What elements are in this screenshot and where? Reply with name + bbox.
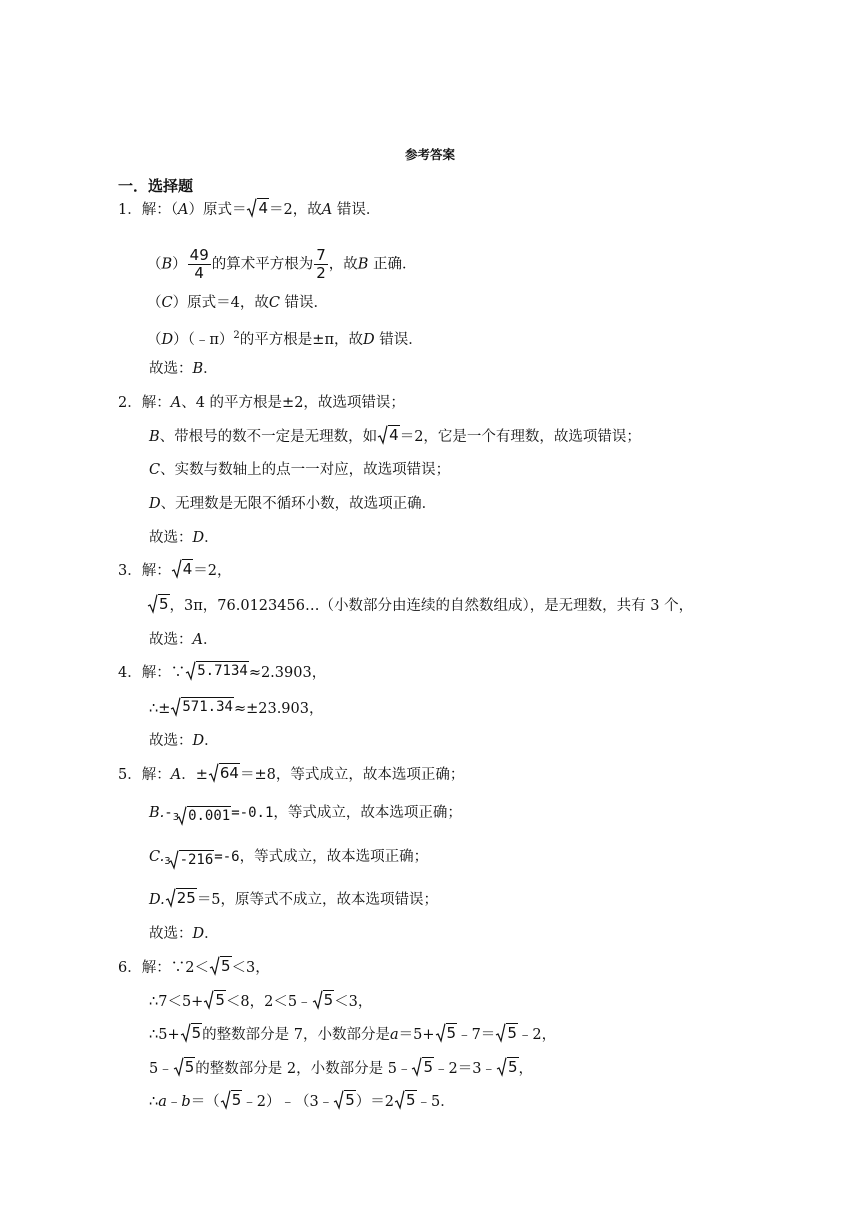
q1-line-4: （D）（﹣π）$^2$的平方根是±π，故D 错误． <box>147 330 423 348</box>
q1-number: 1． <box>118 202 142 218</box>
q6-line-5: ∴a﹣b＝（ 5 ﹣2）﹣（3﹣ 5 ）＝2 5 ﹣5． <box>149 1091 455 1110</box>
sqrt: 5 <box>495 1023 518 1042</box>
sqrt: 5 <box>435 1023 458 1042</box>
q4-number: 4． <box>118 665 142 681</box>
sqrt: 4 <box>246 198 269 217</box>
q6-line-4: 5﹣ 5 的整数部分是 2，小数部分是 5﹣ 5 ﹣2＝3﹣ 5 ， <box>149 1058 533 1077</box>
q1-line-1: 1．解：（A）原式＝ 4 ＝2，故A 错误． <box>118 199 381 218</box>
q2-number: 2． <box>118 395 142 411</box>
sqrt: 5 <box>203 990 226 1009</box>
sqrt: 5 <box>411 1057 434 1076</box>
fraction: $\frac{49}{4}$ <box>189 246 209 282</box>
q1-line-5: 故选：B． <box>149 361 218 377</box>
q5-line-1: 5．解：A．± 64 ＝±8，等式成立，故本选项正确； <box>118 764 465 783</box>
q6-line-3: ∴5+ 5 的整数部分是 7，小数部分是a＝5+ 5 ﹣7＝ 5 ﹣2， <box>149 1024 557 1043</box>
q2-line-4: D、无理数是无限不循环小数，故选项正确． <box>149 496 437 512</box>
q4-line-1: 4．解：∵ 5.7134 ≈2.3903， <box>118 663 327 681</box>
sqrt: 5 <box>173 1057 196 1076</box>
q2-line-3: C、实数与数轴上的点一一对应，故选项错误； <box>149 462 451 478</box>
q6-line-2: ∴7＜5+ 5 ＜8，2＜5﹣ 5 ＜3， <box>149 991 373 1010</box>
section-heading: 一．选择题 <box>118 177 194 195</box>
q3-line-1: 3．解： 4 ＝2， <box>118 560 232 579</box>
q3-line-2: 5 ，3π，76.0123456…（小数部分由连续的自然数组成），是无理数，共有 3 个， <box>147 594 693 618</box>
q1-line-2: （B） $\frac{49}{4}$ 的算术平方根为 $\frac{7}{2}$ ，故B 正确． <box>147 246 417 282</box>
sqrt: 5 <box>496 1057 519 1076</box>
sqrt: 5 <box>312 990 335 1009</box>
q4-line-2: ∴± 571.34 ≈±23.903， <box>149 699 324 717</box>
sqrt: 5 <box>209 956 232 975</box>
q5-line-4: D. 25 ＝5，原等式不成立，故本选项错误； <box>149 889 439 908</box>
q2-line-2: B、带根号的数不一定是无理数，如 4 ＝2，它是一个有理数，故选项错误； <box>149 426 641 445</box>
sqrt: 4 <box>171 559 194 578</box>
q3-number: 3． <box>118 563 142 579</box>
sqrt: 64 <box>208 763 240 782</box>
q2-line-1: 2．解：A、4 的平方根是±2，故选项错误； <box>118 395 405 411</box>
q5-line-2: B.- 3 0.001 =-0.1，等式成立，故本选项正确； <box>149 801 462 830</box>
sqrt: 5.7134 <box>185 661 249 680</box>
sqrt: 571.34 <box>170 697 234 716</box>
sqrt: 4 <box>377 425 400 444</box>
q5-line-5: 故选：D． <box>149 926 219 942</box>
cube-root: 3 0.001 <box>173 806 232 830</box>
q1-line-3: （C）原式＝4，故C 错误． <box>147 295 329 311</box>
fraction: $\frac{7}{2}$ <box>316 246 326 282</box>
q3-line-3: 故选：A． <box>149 632 218 648</box>
sqrt: 5 <box>180 1023 203 1042</box>
q5-line-3: C. 3 -216 =-6，等式成立，故本选项正确； <box>149 845 428 874</box>
cube-root: 3 -216 <box>164 850 214 874</box>
sqrt: 5 <box>394 1090 417 1109</box>
q6-number: 6． <box>118 960 142 976</box>
q6-line-1: 6．解：∵2＜ 5 ＜3， <box>118 957 270 976</box>
q2-line-5: 故选：D． <box>149 530 219 546</box>
sqrt: 5 <box>220 1090 243 1109</box>
q5-number: 5． <box>118 767 142 783</box>
sqrt: 5 <box>333 1090 356 1109</box>
sqrt: 5 <box>147 594 170 613</box>
sqrt: 25 <box>165 888 197 907</box>
q4-line-3: 故选：D． <box>149 733 219 749</box>
page-title: 参考答案 <box>404 147 455 162</box>
